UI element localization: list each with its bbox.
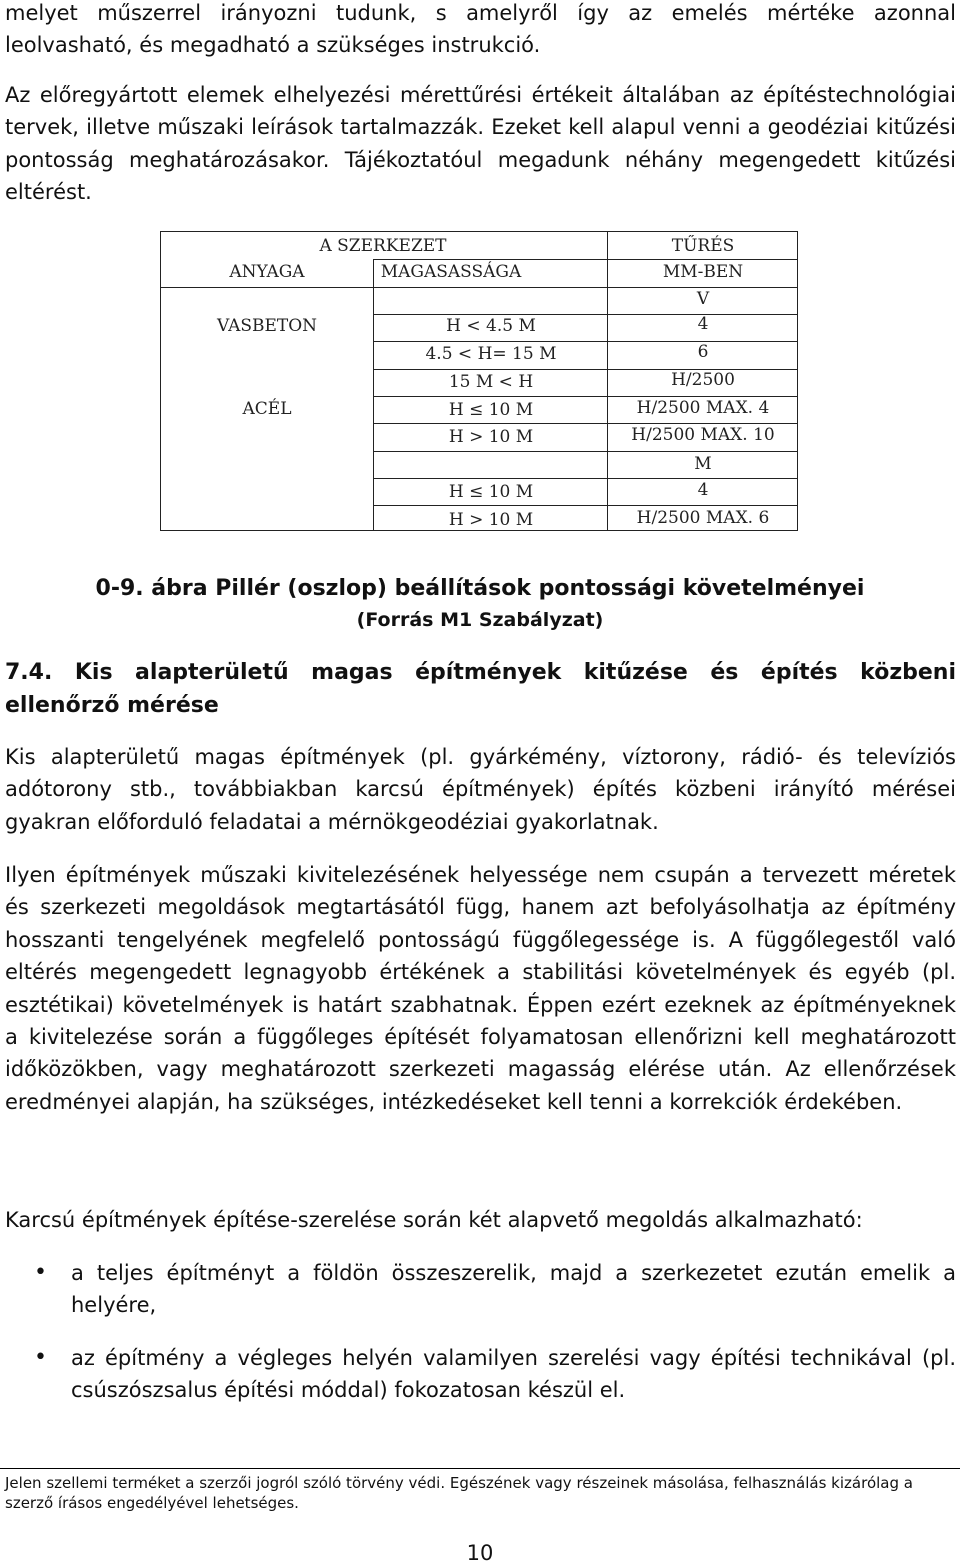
tolerance-cell: 6 — [697, 342, 709, 362]
page-number: 10 — [466, 1541, 494, 1565]
tolerance-cell: H/2500 MAX. 6 — [636, 508, 770, 528]
paragraph-methods: Karcsú építmények építése-szerelése során két alapvető megoldás alkalmazható: — [5, 1208, 863, 1232]
tolerance-cell: 4 — [697, 314, 709, 334]
height-cell: H ≤ 10 M — [448, 400, 534, 420]
paragraph-tolerances: Az előregyártott elemek elhelyezési mérettűrési értékeit általában az építéstechnológiai tervek, illetve műszaki leírások tartalmazzák. Ezeket kell alapul venni a geodéziai kitűzési pontosság meghatározásakor. Tájékoztatóul megadunk néhány megengedett kitűzési eltérést. — [5, 83, 956, 205]
height-cell: H < 4.5 M — [446, 316, 536, 336]
material-concrete: VASBETON — [216, 316, 318, 336]
tolerance-cell: 4 — [697, 480, 709, 500]
material-steel: ACÉL — [242, 399, 292, 419]
paragraph-verticality: Ilyen építmények műszaki kivitelezésének helyessége nem csupán a tervezett méretek és szerkezeti megoldások megtartásától függ, hanem azt befolyásolhatja az építmény hosszanti tengelyének megfelelő pontosságú függőlegessége is. A függőlegestől való eltérés megengedett legnagyobb értékének a stabilitási követelmények és egyéb (pl. esztétikai) követelmények is határt szabhatnak. Éppen ezért ezeknek az építményeknek a kivitelezése során a függőleges építését folyamatosan ellenőrizni kell meghatározott időközökben, vagy meghatározott szerkezeti magasság elérése után. Az ellenőrzések eredményei alapján, ha szükséges, intézkedéseket kell tenni a korrekciók érdekében. — [5, 863, 956, 1114]
list-item: • a teljes építményt a földön összeszerelik, majd a szerkezetet ezután emelik a helyére, — [5, 1257, 956, 1322]
section-v-label: V — [696, 289, 710, 309]
bullet-icon: • — [34, 1260, 47, 1285]
figure-source: (Forrás M1 Szabályzat) — [356, 609, 604, 631]
paragraph-intro: melyet műszerrel irányozni tudunk, s amelyről így az emelés mértéke azonnal leolvasható, és megadható a szükséges instrukció. — [5, 1, 956, 58]
height-cell: 4.5 < H= 15 M — [425, 344, 557, 364]
header-structure: A SZERKEZET — [319, 236, 447, 256]
tolerance-cell: H/2500 MAX. 4 — [636, 398, 770, 418]
header-material: ANYAGA — [229, 262, 305, 282]
figure-caption: 0-9. ábra Pillér (oszlop) beállítások pontossági követelményei — [95, 576, 865, 601]
copyright-footer: Jelen szellemi terméket a szerzői jogról szóló törvény védi. Egészének vagy részeinek másolása, felhasználás kizárólag a szerző írásos engedélyével lehetséges. — [5, 1474, 913, 1512]
methods-list — [5, 1257, 956, 1407]
footer-divider — [0, 1468, 960, 1469]
paragraph-slender-structures: Kis alapterületű magas építmények (pl. gyárkémény, víztorony, rádió- és televíziós adótorony stb., továbbiakban karcsú építmények) építés közbeni irányító mérései gyakran előforduló feladatai a mérnökgeodéziai gyakorlatnak. — [5, 745, 956, 834]
height-cell: 15 M < H — [448, 372, 534, 392]
header-tolerance: TŰRÉS — [671, 236, 735, 256]
list-item: • az építmény a végleges helyén valamilyen szerelési vagy építési technikával (pl. csúszószsalus építési móddal) fokozatosan készül el. — [5, 1342, 956, 1407]
tolerance-table — [160, 231, 798, 531]
section-heading: 7.4. Kis alapterületű magas építmények kitűzése és építés közbeni ellenőrző mérése — [5, 660, 956, 718]
tolerance-cell: H/2500 — [671, 370, 735, 390]
height-cell: H > 10 M — [448, 427, 534, 447]
height-cell: H > 10 M — [448, 510, 534, 530]
header-unit: MM-BEN — [662, 262, 744, 282]
header-height: MAGASASSÁGA — [380, 262, 522, 282]
section-m-label: M — [694, 454, 712, 474]
tolerance-cell: H/2500 MAX. 10 — [631, 425, 775, 445]
bullet-icon: • — [34, 1344, 47, 1370]
height-cell: H ≤ 10 M — [448, 482, 534, 502]
